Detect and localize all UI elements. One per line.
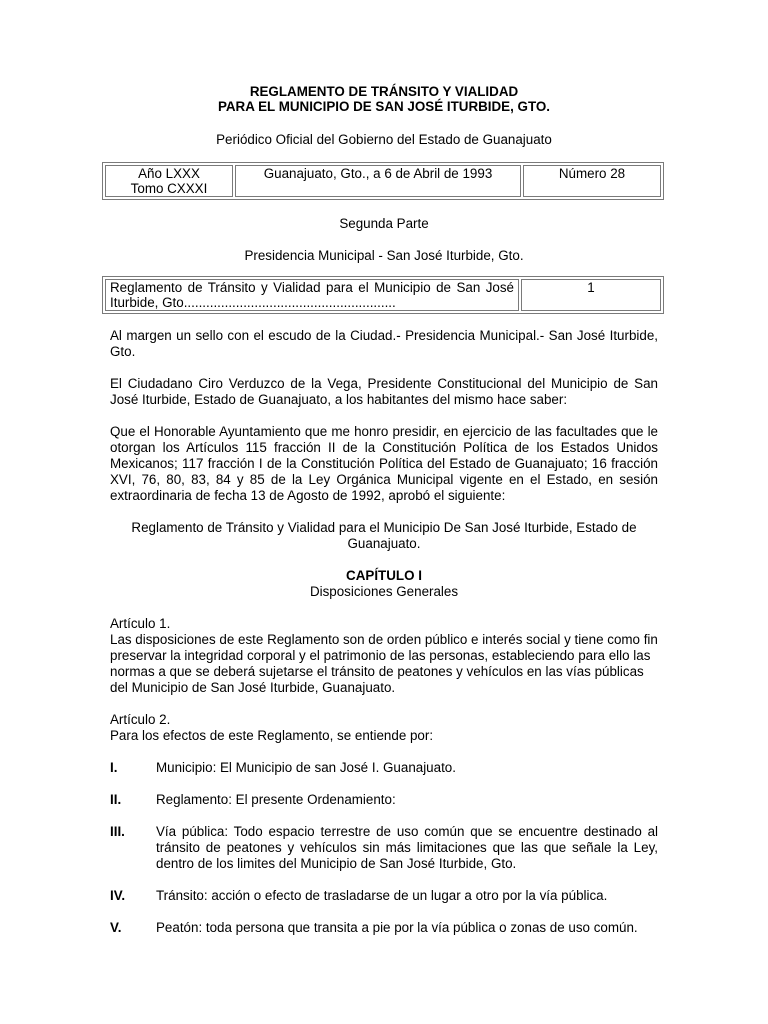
capitulo-title: CAPÍTULO I xyxy=(346,568,422,583)
paragraph-sello: Al margen un sello con el escudo de la Ciudad.- Presidencia Municipal.- San José Iturbide, Gto. xyxy=(110,328,658,359)
presidencia-line: Presidencia Municipal - San José Iturbide, Gto. xyxy=(244,248,524,263)
articulo2-intro: Para los efectos de este Reglamento, se entiende por: xyxy=(110,728,434,743)
list-item-text: Vía pública: Todo espacio terrestre de uso común que se encuentre destinado al tránsito de peatones y vehículos sin más limitaciones que las que señale la Ley, dentro de los limites del Municipio de San José Iturbide, Gto. xyxy=(156,824,658,871)
index-page-number: 1 xyxy=(521,279,661,311)
list-item-number: V. xyxy=(110,920,122,935)
info-cell-numero: Número 28 xyxy=(523,165,661,197)
list-item xyxy=(110,920,658,936)
document-title-line2: PARA EL MUNICIPIO DE SAN JOSÉ ITURBIDE, GTO. xyxy=(217,99,551,114)
list-item-number: III. xyxy=(110,824,125,839)
list-item-number: II. xyxy=(110,792,122,807)
segunda-parte: Segunda Parte xyxy=(339,216,429,231)
index-table xyxy=(102,276,664,314)
list-item xyxy=(110,760,658,776)
list-item xyxy=(110,888,658,904)
document-title-line1: REGLAMENTO DE TRÁNSITO Y VIALIDAD xyxy=(249,84,519,99)
articulo1-heading: Artículo 1. xyxy=(110,616,171,631)
paragraph-ayuntamiento: Que el Honorable Ayuntamiento que me honro presidir, en ejercicio de las facultades que le otorgan los Artículos 115 fracción II de la Constitución Política de los Estados Unidos Mexicanos; 117 fracción I de la Constitución Política del Estado de Guanajuato; 16 fracción XVI, 76, 80, 83, 84 y 85 de la Ley Orgánica Municipal vigente en el Estado, en sesión extraordinaria de fecha 13 de Agosto de 1992, aprobó el siguiente: xyxy=(110,424,658,503)
index-entry: Reglamento de Tránsito y Vialidad para el Municipio de San José Iturbide, Gto......................................................... xyxy=(105,279,519,311)
info-table xyxy=(102,162,664,200)
articulo2-heading: Artículo 2. xyxy=(110,712,171,727)
list-item xyxy=(110,824,658,872)
index-table-row xyxy=(105,279,661,311)
info-cell-anio-tomo xyxy=(105,165,233,197)
articulo1-text: Las disposiciones de este Reglamento son de orden público e interés social y tiene como fin preservar la integridad corporal y el patrimonio de las personas, estableciendo para ello las normas a que se deberá sujetarse el tránsito de peatones y vehículos en las vías públicas del Municipio de San José Iturbide, Guanajuato. xyxy=(110,632,658,695)
periodico-line: Periódico Oficial del Gobierno del Estado de Guanajuato xyxy=(216,132,552,147)
info-table-row xyxy=(105,165,661,197)
capitulo-subtitle: Disposiciones Generales xyxy=(309,584,459,599)
document-content xyxy=(110,84,658,936)
list-item-text: Reglamento: El presente Ordenamiento: xyxy=(156,792,396,807)
list-item xyxy=(110,792,658,808)
paragraph-reglamento-title: Reglamento de Tránsito y Vialidad para el Municipio De San José Iturbide, Estado de Guanajuato. xyxy=(131,520,637,551)
list-item-text: Municipio: El Municipio de san José I. Guanajuato. xyxy=(156,760,456,775)
info-cell-lugar-fecha: Guanajuato, Gto., a 6 de Abril de 1993 xyxy=(235,165,521,197)
info-tomo: Tomo CXXXI xyxy=(130,181,208,196)
info-anio: Año LXXX xyxy=(138,166,200,181)
paragraph-ciudadano: El Ciudadano Ciro Verduzco de la Vega, Presidente Constitucional del Municipio de San José Iturbide, Estado de Guanajuato, a los habitantes del mismo hace saber: xyxy=(110,376,658,407)
list-item-text: Peatón: toda persona que transita a pie por la vía pública o zonas de uso común. xyxy=(156,920,638,935)
list-item-text: Tránsito: acción o efecto de trasladarse de un lugar a otro por la vía pública. xyxy=(156,888,608,903)
list-item-number: IV. xyxy=(110,888,126,903)
list-item-number: I. xyxy=(110,760,118,775)
